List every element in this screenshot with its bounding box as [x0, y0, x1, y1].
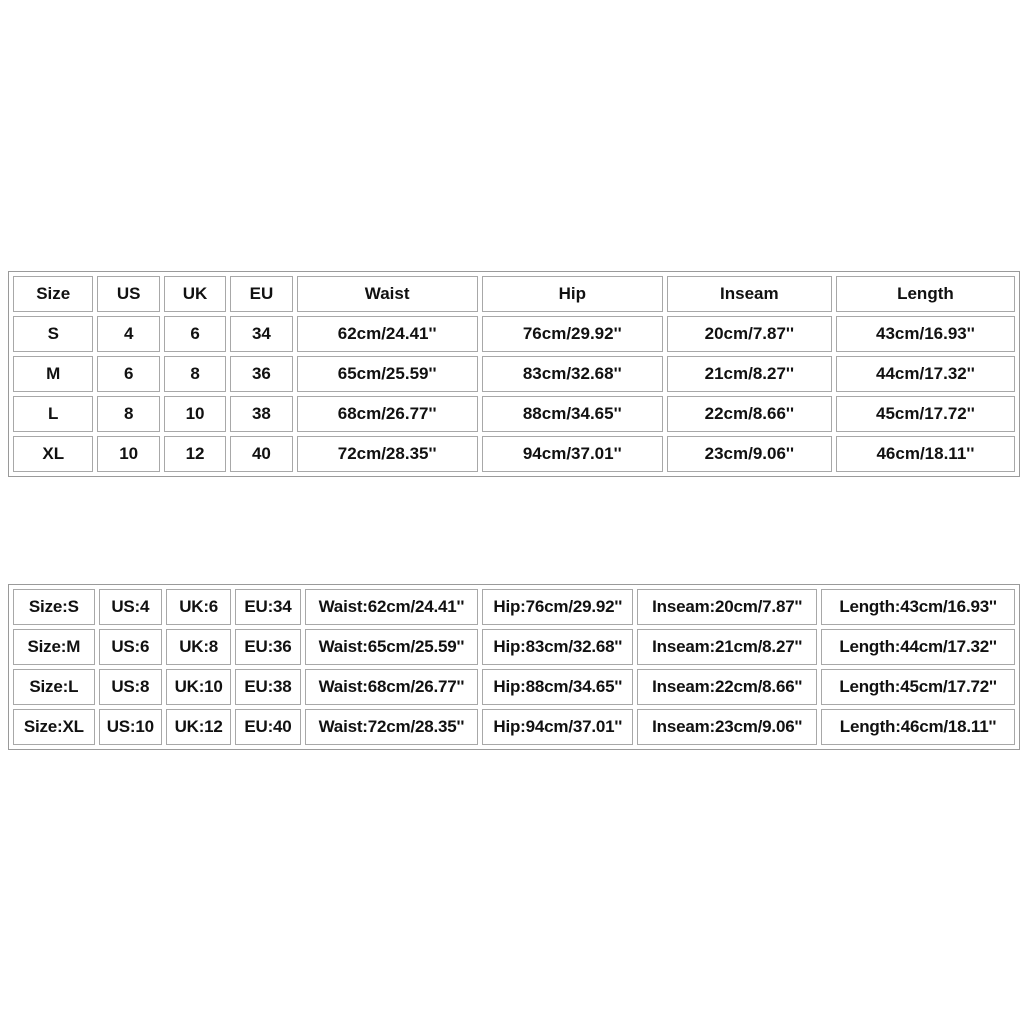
cell-size: L	[13, 396, 93, 432]
cell-size: Size:XL	[13, 709, 95, 745]
cell-hip: Hip:76cm/29.92''	[482, 589, 633, 625]
cell-uk: UK:10	[166, 669, 231, 705]
cell-eu: EU:36	[235, 629, 300, 665]
cell-us: 4	[97, 316, 159, 352]
header-length: Length	[836, 276, 1015, 312]
cell-us: 8	[97, 396, 159, 432]
cell-uk: UK:8	[166, 629, 231, 665]
size-chart-table-columns	[8, 271, 1020, 477]
cell-size: S	[13, 316, 93, 352]
cell-uk: 10	[164, 396, 226, 432]
cell-eu: EU:34	[235, 589, 300, 625]
header-waist: Waist	[297, 276, 478, 312]
table-row	[13, 709, 1015, 745]
cell-inseam: 23cm/9.06''	[667, 436, 832, 472]
cell-eu: EU:38	[235, 669, 300, 705]
table-header-row	[13, 276, 1015, 312]
table-row	[13, 669, 1015, 705]
cell-us: US:8	[99, 669, 162, 705]
cell-waist: 68cm/26.77''	[297, 396, 478, 432]
cell-size: M	[13, 356, 93, 392]
cell-inseam: 20cm/7.87''	[667, 316, 832, 352]
header-eu: EU	[230, 276, 292, 312]
cell-waist: Waist:65cm/25.59''	[305, 629, 479, 665]
cell-inseam: 21cm/8.27''	[667, 356, 832, 392]
cell-length: Length:43cm/16.93''	[821, 589, 1015, 625]
table-row	[13, 589, 1015, 625]
cell-length: 43cm/16.93''	[836, 316, 1015, 352]
cell-us: US:6	[99, 629, 162, 665]
cell-uk: 12	[164, 436, 226, 472]
cell-us: 10	[97, 436, 159, 472]
cell-hip: Hip:88cm/34.65''	[482, 669, 633, 705]
cell-inseam: 22cm/8.66''	[667, 396, 832, 432]
cell-size: Size:M	[13, 629, 95, 665]
cell-us: 6	[97, 356, 159, 392]
cell-eu: 40	[230, 436, 292, 472]
header-uk: UK	[164, 276, 226, 312]
cell-waist: 62cm/24.41''	[297, 316, 478, 352]
cell-length: 45cm/17.72''	[836, 396, 1015, 432]
cell-hip: Hip:83cm/32.68''	[482, 629, 633, 665]
cell-uk: 8	[164, 356, 226, 392]
cell-us: US:4	[99, 589, 162, 625]
cell-size: XL	[13, 436, 93, 472]
table-row	[13, 629, 1015, 665]
cell-hip: 83cm/32.68''	[482, 356, 663, 392]
cell-uk: UK:6	[166, 589, 231, 625]
cell-size: Size:S	[13, 589, 95, 625]
cell-waist: Waist:62cm/24.41''	[305, 589, 479, 625]
cell-inseam: Inseam:21cm/8.27''	[637, 629, 817, 665]
cell-length: Length:46cm/18.11''	[821, 709, 1015, 745]
cell-hip: 94cm/37.01''	[482, 436, 663, 472]
cell-uk: UK:12	[166, 709, 231, 745]
cell-size: Size:L	[13, 669, 95, 705]
cell-us: US:10	[99, 709, 162, 745]
table-row	[13, 356, 1015, 392]
cell-hip: 88cm/34.65''	[482, 396, 663, 432]
cell-hip: Hip:94cm/37.01''	[482, 709, 633, 745]
cell-length: 46cm/18.11''	[836, 436, 1015, 472]
header-hip: Hip	[482, 276, 663, 312]
table-row	[13, 396, 1015, 432]
cell-inseam: Inseam:23cm/9.06''	[637, 709, 817, 745]
cell-waist: Waist:72cm/28.35''	[305, 709, 479, 745]
header-inseam: Inseam	[667, 276, 832, 312]
table-row	[13, 316, 1015, 352]
cell-length: Length:45cm/17.72''	[821, 669, 1015, 705]
cell-hip: 76cm/29.92''	[482, 316, 663, 352]
cell-inseam: Inseam:22cm/8.66''	[637, 669, 817, 705]
header-size: Size	[13, 276, 93, 312]
table-row	[13, 436, 1015, 472]
cell-eu: 36	[230, 356, 292, 392]
cell-uk: 6	[164, 316, 226, 352]
header-us: US	[97, 276, 159, 312]
cell-waist: 72cm/28.35''	[297, 436, 478, 472]
size-chart-table-inline	[8, 584, 1020, 750]
cell-waist: 65cm/25.59''	[297, 356, 478, 392]
cell-length: 44cm/17.32''	[836, 356, 1015, 392]
cell-waist: Waist:68cm/26.77''	[305, 669, 479, 705]
cell-eu: 34	[230, 316, 292, 352]
cell-inseam: Inseam:20cm/7.87''	[637, 589, 817, 625]
cell-length: Length:44cm/17.32''	[821, 629, 1015, 665]
cell-eu: 38	[230, 396, 292, 432]
cell-eu: EU:40	[235, 709, 300, 745]
